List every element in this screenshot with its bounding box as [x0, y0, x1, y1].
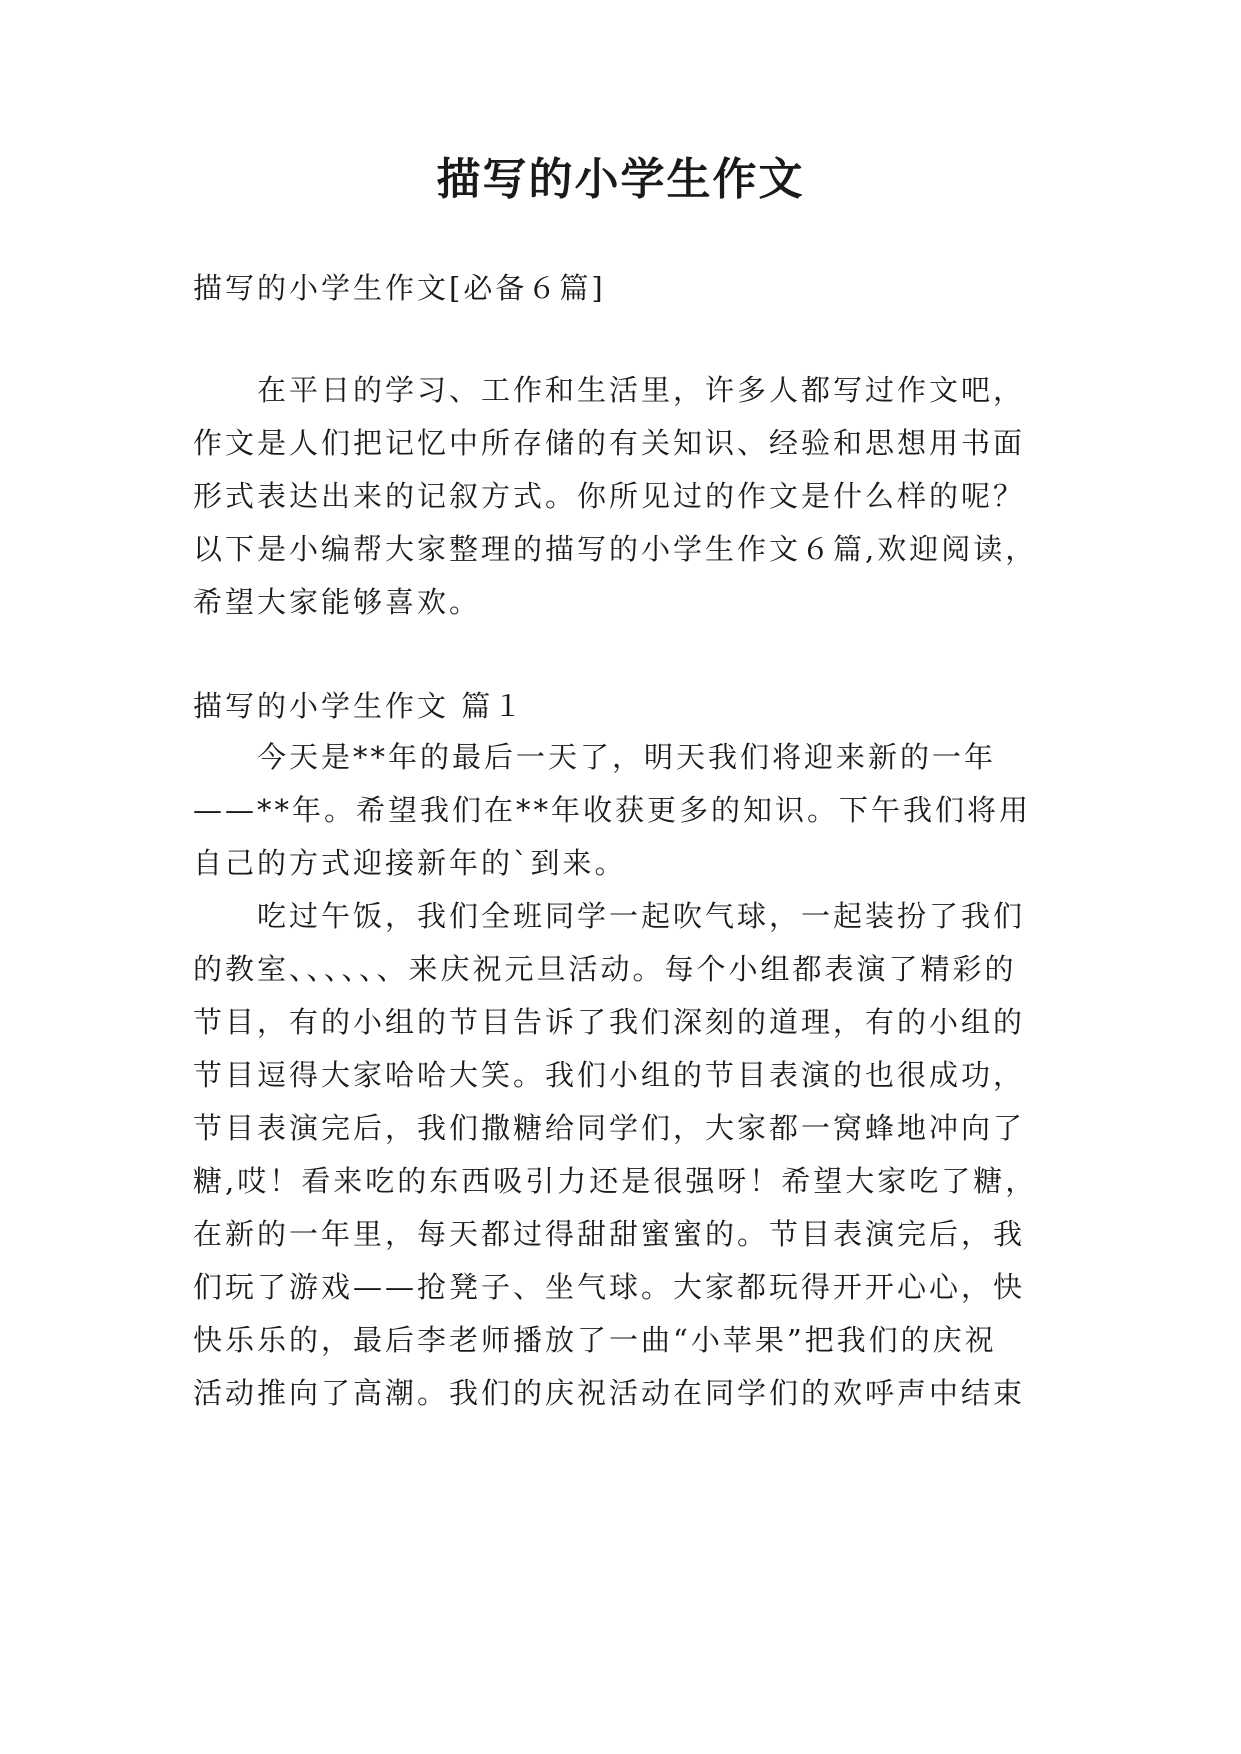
paragraph-line: 活动推向了高潮。我们的庆祝活动在同学们的欢呼声中结束 [193, 1376, 1026, 1410]
paragraph-line: 节目表演完后，我们撒糖给同学们，大家都一窝蜂地冲向了 [193, 1111, 1026, 1145]
paragraph-line: 节目逗得大家哈哈大笑。我们小组的节目表演的也很成功， [193, 1058, 1026, 1092]
paragraph-line: 在新的一年里，每天都过得甜甜蜜蜜的。节目表演完后，我 [193, 1217, 1026, 1251]
paragraph-line: 节目，有的小组的节目告诉了我们深刻的道理，有的小组的 [193, 1005, 1026, 1039]
paragraph-line: 们玩了游戏——抢凳子、坐气球。大家都玩得开开心心，快 [193, 1270, 1026, 1304]
intro-line: 希望大家能够喜欢。 [193, 585, 482, 619]
paragraph-line: 快乐乐的，最后李老师播放了一曲“小苹果”把我们的庆祝 [193, 1323, 997, 1357]
intro-line: 在平日的学习、工作和生活里，许多人都写过作文吧， [193, 373, 1026, 407]
paragraph-line: 的教室、、、、、、来庆祝元旦活动。每个小组都表演了精彩的 [193, 952, 1017, 986]
paragraph-line: 今天是**年的最后一天了，明天我们将迎来新的一年 [193, 740, 997, 774]
paragraph-line: 自己的方式迎接新年的`到来。 [193, 846, 627, 880]
paragraph-line: ——**年。希望我们在**年收获更多的知识。下午我们将用 [193, 793, 1032, 827]
document-subtitle: 描写的小学生作文[必备６篇] [193, 271, 606, 305]
intro-line: 作文是人们把记忆中所存储的有关知识、经验和思想用书面 [193, 426, 1026, 460]
paragraph-line: 吃过午饭，我们全班同学一起吹气球，一起装扮了我们 [193, 899, 1026, 933]
document-title: 描写的小学生作文 [436, 154, 805, 205]
paragraph-line: 糖,哎！看来吃的东西吸引力还是很强呀！希望大家吃了糖， [193, 1164, 1038, 1198]
intro-line: 形式表达出来的记叙方式。你所见过的作文是什么样的呢？ [193, 479, 1026, 513]
section-heading: 描写的小学生作文 篇１ [193, 689, 526, 723]
intro-line: 以下是小编帮大家整理的描写的小学生作文６篇,欢迎阅读， [193, 532, 1038, 566]
